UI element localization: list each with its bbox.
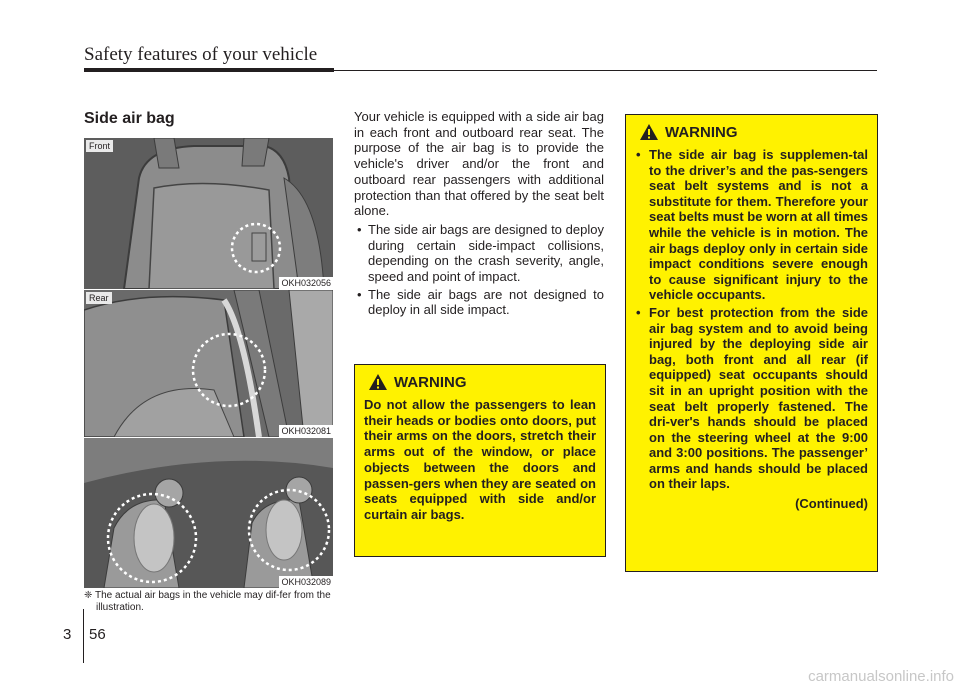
warning-text: Do not allow the passengers to lean their heads or bodies onto doors, put their arms on the doors, stretch their arms out of the window, or place objects between the doors and passen-gers when they are seated on seats equipped with side and/or curtain air bags. — [364, 397, 596, 522]
warning-header — [364, 373, 596, 391]
warning-triangle-icon — [368, 373, 388, 391]
figure-deployed-airbags — [84, 438, 333, 588]
figure-code: OKH032089 — [281, 577, 331, 587]
figure-label-rear: Rear — [86, 292, 112, 304]
warning-triangle-icon — [639, 123, 659, 141]
page-number-divider — [83, 609, 84, 663]
watermark: carmanualsonline.info — [808, 668, 954, 685]
continued-label: (Continued) — [795, 496, 868, 512]
header-rule-thin — [334, 70, 877, 71]
body-bullet-item: • The side air bags are designed to deploy during certain side-impact collisions, depending on the crash severity, angle, speed and point of impact. — [354, 222, 604, 285]
figure-rear-seat — [84, 290, 333, 437]
warning-header — [635, 123, 868, 141]
front-seat-side-airbag-illustration — [84, 138, 333, 289]
rear-seat-side-airbag-illustration — [84, 290, 333, 437]
page-header-title: Safety features of your vehicle — [84, 44, 318, 65]
warning-title: WARNING — [394, 373, 467, 391]
body-text — [354, 109, 604, 320]
warning-title: WARNING — [665, 123, 738, 141]
page-number: 56 — [89, 626, 106, 643]
body-bullet-list — [354, 222, 604, 318]
warning-box-left — [354, 364, 606, 557]
body-paragraph: Your vehicle is equipped with a side air bag in each front and outboard rear seat. The purpose of the air bag is to provide the vehicle's driver and/or the front and outboard rear passengers with additional protection than that offered by the seat belt alone. — [354, 109, 604, 219]
figure-label-front: Front — [86, 140, 113, 152]
warning-item: • For best protection from the side air bag system and to avoid being injured by the deploying side air bag, both front and all rear (if equipped) seat occupants should sit in an upright position with the seat belt properly fastened. The dri-ver's hands should be placed on the steering wheel at the 9:00 and 3:00 positions. The passenger’ arms and hands should be placed on their laps. — [635, 305, 868, 492]
warning-box-right — [625, 114, 878, 572]
warning-item: • The side air bag is supplemen-tal to the driver’s and the pas-sengers seat belt systems and is not a substitute for them. Therefore your seat belts must be worn at all times while the vehicle is in motion. The air bags deploy only in certain side impact conditions severe enough to cause significant injury to the vehicle occupants. — [635, 147, 868, 303]
deployed-side-airbags-illustration — [84, 438, 333, 588]
figure-code: OKH032056 — [281, 278, 331, 288]
section-title: Side air bag — [84, 110, 175, 127]
warning-list — [635, 147, 868, 492]
figure-front-seat — [84, 138, 333, 289]
figure-code: OKH032081 — [281, 426, 331, 436]
chapter-number: 3 — [63, 626, 72, 643]
figure-note: ❈ The actual air bags in the vehicle may dif-fer from the illustration. — [84, 590, 331, 613]
header-rule-thick — [84, 68, 334, 72]
body-bullet-item: • The side air bags are not designed to deploy in all side impact. — [354, 287, 604, 318]
